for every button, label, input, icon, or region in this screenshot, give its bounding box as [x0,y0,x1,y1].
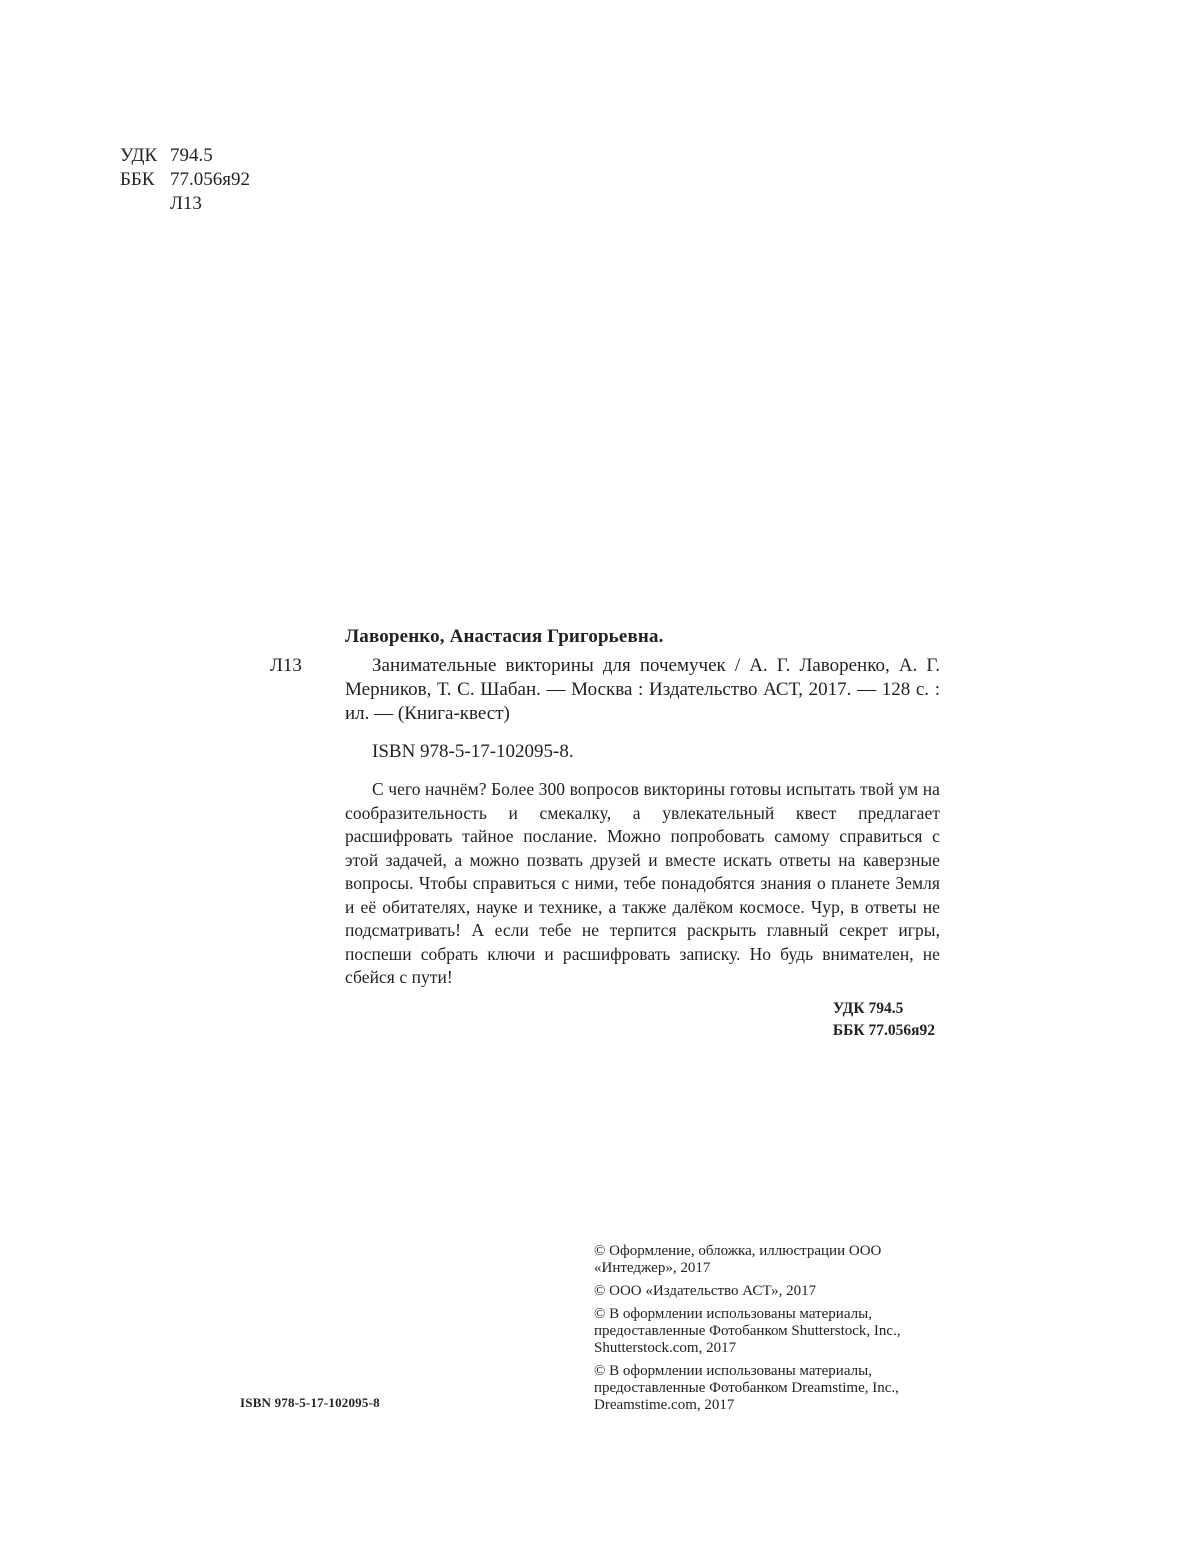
record-isbn: ISBN 978-5-17-102095-8. [372,741,574,762]
record-title-statement: Занимательные викторины для почемучек / А. Г. Лаворенко, А. Г. Мерников, Т. С. Шабан. — Москва : Издательство АСТ, 2017. — 128 с. : ил. — (Книга-квест) [345,655,940,724]
top-bbk-value: 77.056я92 [170,169,250,190]
copyright-dreamstime: © В оформлении использованы материалы, предоставленные Фотобанком Dreamstime, Inc., Dreamstime.com, 2017 [594,1363,899,1413]
copyright-shutterstock: © В оформлении использованы материалы, предоставленные Фотобанком Shutterstock, Inc., Shutterstock.com, 2017 [594,1306,901,1356]
top-udk-row [120,144,250,168]
record-annotation: С чего начнём? Более 300 вопросов викторины готовы испытать твой ум на сообразительность и смекалку, а увлекательный квест предлагает расшифровать тайное послание. Можно попробовать самому справиться с этой задачей, а можно позвать друзей и вместе искать ответы на каверзные вопросы. Чтобы справиться с ними, тебе понадобятся знания о планете Земля и её обитателях, науке и технике, а также далёком космосе. Чур, в ответы не подсматривать! А если тебе не терпится раскрыть главный секрет игры, поспеши собрать ключи и расшифровать записку. Но будь внимателен, не сбейся с пути! [345,779,940,987]
record-author-mark: Л13 [270,655,302,676]
record-bbk: ББК 77.056я92 [832,1021,935,1039]
record-classification [345,998,940,1042]
bibliographic-record [345,625,940,1042]
top-udk-label: УДК [120,145,158,166]
top-author-mark: Л13 [170,193,202,214]
top-udk-value: 794.5 [170,145,213,166]
top-bbk-label: ББК [120,169,155,190]
record-author: Лаворенко, Анастасия Григорьевна. [345,626,664,647]
top-classification-block [120,144,250,216]
copyright-design: © Оформление, обложка, иллюстрации ООО «Интеджер», 2017 [594,1243,882,1276]
copyright-notices [594,1243,954,1420]
isbn-bottom: ISBN 978-5-17-102095-8 [240,1395,380,1410]
record-udk: УДК 794.5 [832,999,904,1017]
copyright-publisher: © ООО «Издательство АСТ», 2017 [594,1283,817,1299]
top-bbk-row [120,168,250,192]
